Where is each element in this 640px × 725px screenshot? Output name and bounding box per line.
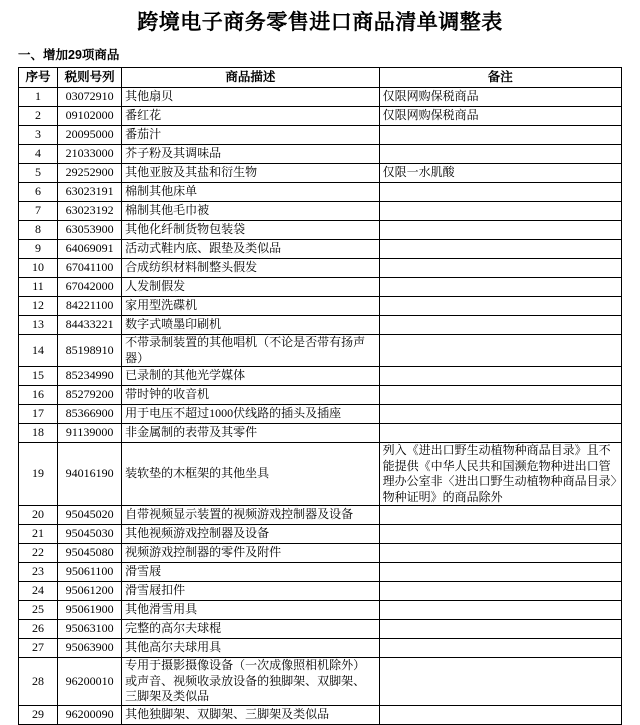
cell-remark — [379, 145, 621, 164]
cell-no: 15 — [19, 367, 58, 386]
cell-no: 9 — [19, 240, 58, 259]
table-row — [19, 278, 622, 297]
cell-remark — [379, 658, 621, 706]
cell-no: 27 — [19, 639, 58, 658]
cell-no: 28 — [19, 658, 58, 706]
cell-no: 4 — [19, 145, 58, 164]
cell-remark — [379, 386, 621, 405]
cell-tariff-code: 95045080 — [58, 544, 122, 563]
cell-description: 装软垫的木框架的其他坐具 — [122, 443, 379, 506]
table-row — [19, 424, 622, 443]
cell-remark — [379, 582, 621, 601]
cell-tariff-code: 85279200 — [58, 386, 122, 405]
cell-tariff-code: 85234990 — [58, 367, 122, 386]
cell-tariff-code: 95063100 — [58, 620, 122, 639]
cell-description: 活动式鞋内底、跟垫及类似品 — [122, 240, 379, 259]
table-row — [19, 620, 622, 639]
cell-tariff-code: 85366900 — [58, 405, 122, 424]
cell-tariff-code: 63053900 — [58, 221, 122, 240]
document-page — [0, 10, 640, 721]
table-row — [19, 386, 622, 405]
cell-remark — [379, 183, 621, 202]
column-header-description: 商品描述 — [122, 68, 379, 88]
cell-no: 29 — [19, 705, 58, 724]
cell-remark — [379, 240, 621, 259]
table-row — [19, 443, 622, 506]
cell-description: 其他扇贝 — [122, 88, 379, 107]
cell-no: 17 — [19, 405, 58, 424]
table-row — [19, 367, 622, 386]
cell-description: 视频游戏控制器的零件及附件 — [122, 544, 379, 563]
column-header-no: 序号 — [19, 68, 58, 88]
cell-remark — [379, 259, 621, 278]
cell-no: 26 — [19, 620, 58, 639]
cell-no: 11 — [19, 278, 58, 297]
cell-no: 19 — [19, 443, 58, 506]
cell-description: 不带录制装置的其他唱机（不论是否带有扬声器） — [122, 335, 379, 367]
table-row — [19, 316, 622, 335]
cell-tariff-code: 95061200 — [58, 582, 122, 601]
table-row — [19, 405, 622, 424]
cell-no: 21 — [19, 525, 58, 544]
cell-tariff-code: 96200010 — [58, 658, 122, 706]
cell-tariff-code: 67042000 — [58, 278, 122, 297]
cell-remark — [379, 544, 621, 563]
cell-tariff-code: 95061900 — [58, 601, 122, 620]
commodity-list-table — [18, 67, 622, 725]
cell-tariff-code: 67041100 — [58, 259, 122, 278]
table-row — [19, 335, 622, 367]
cell-description: 其他视频游戏控制器及设备 — [122, 525, 379, 544]
cell-remark — [379, 405, 621, 424]
table-row — [19, 705, 622, 724]
table-row — [19, 297, 622, 316]
cell-remark — [379, 335, 621, 367]
cell-tariff-code: 09102000 — [58, 107, 122, 126]
cell-description: 已录制的其他光学媒体 — [122, 367, 379, 386]
cell-description: 专用于摄影摄像设备（一次成像照相机除外）或声音、视频收录放设备的独脚架、双脚架、三脚架及类似品 — [122, 658, 379, 706]
cell-remark — [379, 278, 621, 297]
cell-no: 20 — [19, 506, 58, 525]
cell-description: 自带视频显示装置的视频游戏控制器及设备 — [122, 506, 379, 525]
table-header-row — [19, 68, 622, 88]
cell-remark — [379, 705, 621, 724]
table-row — [19, 506, 622, 525]
cell-tariff-code: 03072910 — [58, 88, 122, 107]
table-row — [19, 563, 622, 582]
cell-tariff-code: 84433221 — [58, 316, 122, 335]
table-row — [19, 544, 622, 563]
cell-no: 16 — [19, 386, 58, 405]
cell-description: 其他亚胺及其盐和衍生物 — [122, 164, 379, 183]
cell-description: 完整的高尔夫球棍 — [122, 620, 379, 639]
cell-description: 其他滑雪用具 — [122, 601, 379, 620]
table-header — [19, 68, 622, 88]
table-row — [19, 240, 622, 259]
cell-no: 24 — [19, 582, 58, 601]
cell-remark — [379, 620, 621, 639]
cell-remark — [379, 297, 621, 316]
cell-tariff-code: 63023192 — [58, 202, 122, 221]
cell-remark — [379, 639, 621, 658]
cell-no: 14 — [19, 335, 58, 367]
cell-description: 其他独脚架、双脚架、三脚架及类似品 — [122, 705, 379, 724]
cell-remark — [379, 367, 621, 386]
cell-tariff-code: 94016190 — [58, 443, 122, 506]
cell-description: 棉制其他床单 — [122, 183, 379, 202]
column-header-tariff-code: 税则号列 — [58, 68, 122, 88]
cell-remark — [379, 424, 621, 443]
cell-remark — [379, 221, 621, 240]
cell-no: 23 — [19, 563, 58, 582]
cell-no: 6 — [19, 183, 58, 202]
cell-remark — [379, 525, 621, 544]
page-title: 跨境电子商务零售进口商品清单调整表 — [137, 10, 503, 34]
cell-description: 芥子粉及其调味品 — [122, 145, 379, 164]
cell-tariff-code: 91139000 — [58, 424, 122, 443]
cell-remark: 仅限一水肌酸 — [379, 164, 621, 183]
cell-description: 合成纺织材料制整头假发 — [122, 259, 379, 278]
cell-remark — [379, 506, 621, 525]
table-row — [19, 639, 622, 658]
cell-tariff-code: 95045030 — [58, 525, 122, 544]
cell-remark — [379, 601, 621, 620]
cell-tariff-code: 96200090 — [58, 705, 122, 724]
table-row — [19, 183, 622, 202]
table-body — [19, 88, 622, 725]
cell-remark: 仅限网购保税商品 — [379, 88, 621, 107]
column-header-remark: 备注 — [379, 68, 621, 88]
cell-description: 棉制其他毛巾被 — [122, 202, 379, 221]
table-row — [19, 164, 622, 183]
table-row — [19, 525, 622, 544]
cell-tariff-code: 29252900 — [58, 164, 122, 183]
cell-tariff-code: 64069091 — [58, 240, 122, 259]
table-row — [19, 126, 622, 145]
cell-description: 用于电压不超过1000伏线路的插头及插座 — [122, 405, 379, 424]
cell-remark — [379, 126, 621, 145]
cell-no: 3 — [19, 126, 58, 145]
cell-description: 其他高尔夫球用具 — [122, 639, 379, 658]
section-heading: 一、增加29项商品 — [18, 48, 120, 63]
cell-description: 其他化纤制货物包装袋 — [122, 221, 379, 240]
cell-tariff-code: 95045020 — [58, 506, 122, 525]
cell-no: 8 — [19, 221, 58, 240]
cell-no: 10 — [19, 259, 58, 278]
table-row — [19, 88, 622, 107]
table-row — [19, 107, 622, 126]
cell-remark: 仅限网购保税商品 — [379, 107, 621, 126]
table-row — [19, 202, 622, 221]
cell-remark — [379, 316, 621, 335]
cell-no: 1 — [19, 88, 58, 107]
cell-no: 22 — [19, 544, 58, 563]
table-row — [19, 601, 622, 620]
cell-description: 滑雪屐扣件 — [122, 582, 379, 601]
cell-tariff-code: 85198910 — [58, 335, 122, 367]
table-row — [19, 221, 622, 240]
cell-tariff-code: 20095000 — [58, 126, 122, 145]
table-row — [19, 582, 622, 601]
cell-description: 番红花 — [122, 107, 379, 126]
cell-description: 人发制假发 — [122, 278, 379, 297]
cell-description: 番茄汁 — [122, 126, 379, 145]
cell-description: 非金属制的表带及其零件 — [122, 424, 379, 443]
table-row — [19, 259, 622, 278]
table-row — [19, 658, 622, 706]
cell-description: 数字式喷墨印刷机 — [122, 316, 379, 335]
cell-no: 13 — [19, 316, 58, 335]
cell-tariff-code: 95061100 — [58, 563, 122, 582]
cell-tariff-code: 95063900 — [58, 639, 122, 658]
cell-no: 25 — [19, 601, 58, 620]
cell-remark: 列入《进出口野生动植物种商品目录》且不能提供《中华人民共和国濒危物种进出口管理办公室非〈进出口野生动植物种商品目录〉物种证明》的商品除外 — [379, 443, 621, 506]
cell-no: 12 — [19, 297, 58, 316]
cell-remark — [379, 563, 621, 582]
cell-no: 18 — [19, 424, 58, 443]
cell-description: 滑雪屐 — [122, 563, 379, 582]
cell-tariff-code: 63023191 — [58, 183, 122, 202]
cell-description: 家用型洗碟机 — [122, 297, 379, 316]
cell-no: 7 — [19, 202, 58, 221]
cell-no: 5 — [19, 164, 58, 183]
table-row — [19, 145, 622, 164]
cell-remark — [379, 202, 621, 221]
cell-no: 2 — [19, 107, 58, 126]
cell-description: 带时钟的收音机 — [122, 386, 379, 405]
cell-tariff-code: 84221100 — [58, 297, 122, 316]
cell-tariff-code: 21033000 — [58, 145, 122, 164]
